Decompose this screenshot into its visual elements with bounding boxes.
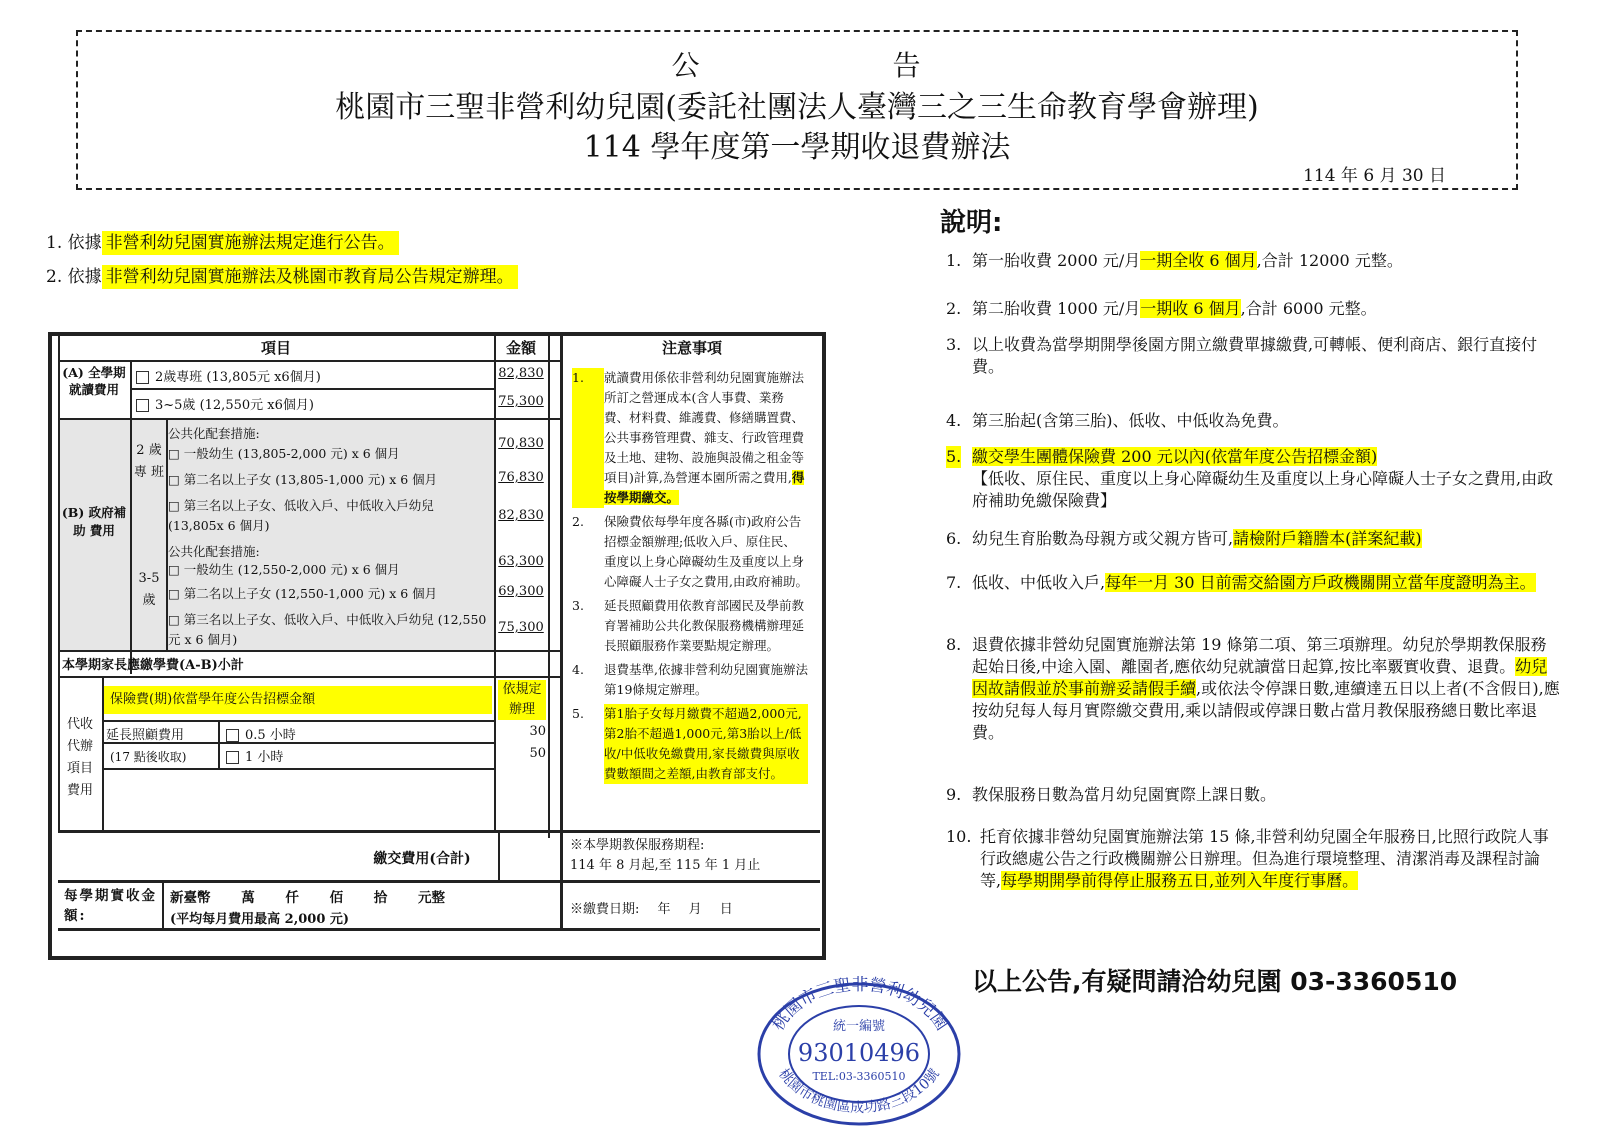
section-b-label: (B) 政府補助 費用 <box>61 505 127 538</box>
announcement-header <box>76 30 1518 190</box>
note-text: 退費基準,依據非營利幼兒園實施辦法第19條規定辦理。 <box>604 662 808 697</box>
total-label: 繳交費用(合計) <box>373 851 471 867</box>
extended-option-one[interactable] <box>226 746 426 765</box>
b-row-second-3to5: □ 第二名以上子女 (12,550-1,000 元) x 6 個月 <box>168 586 438 601</box>
seal-name: 桃園市三聖非營利幼兒園 <box>768 976 952 1035</box>
seal-tel: TEL:03-3360510 <box>812 1070 906 1083</box>
b-amount: 82,830 <box>498 508 544 523</box>
rule-1 <box>46 228 399 253</box>
a-amount-2yr: 82,830 <box>498 366 544 381</box>
seal-number: 93010496 <box>797 1039 921 1067</box>
explain-item-4 <box>946 410 1560 432</box>
explain-item-7 <box>946 572 1560 594</box>
b-amount: 63,300 <box>498 554 544 569</box>
paid-value: 新臺幣 萬 仟 佰 拾 元整 <box>170 890 445 906</box>
extended-amount-one: 50 <box>529 746 546 761</box>
explain-text: 第一胎收費 2000 元/月 <box>972 251 1141 270</box>
explain-text: 第三胎起(含第三胎)、低收、中低收為免費。 <box>972 411 1289 430</box>
rule-highlight: 非營利幼兒園實施辦法規定進行公告。 <box>102 231 399 255</box>
explain-item-9 <box>946 784 1560 806</box>
note-item <box>572 368 808 508</box>
explain-text: 第二胎收費 1000 元/月 <box>972 299 1141 318</box>
explain-item-8 <box>946 634 1560 744</box>
announcement-title: 公 告 <box>671 49 923 82</box>
rule-highlight: 非營利幼兒園實施辦法及桃園市教育局公告規定辦理。 <box>102 265 518 289</box>
note-number: 2. <box>572 514 584 529</box>
b-row-second-2yr: □ 第二名以上子女 (13,805-1,000 元) x 6 個月 <box>168 472 438 487</box>
explain-text: 幼兒生育胎數為母親方或父親方皆可, <box>972 529 1234 548</box>
seal-label: 統一編號 <box>832 1019 886 1034</box>
header-amount: 金額 <box>505 339 536 357</box>
b-amount: 69,300 <box>498 584 544 599</box>
explain-highlight: 一期收 6 個月 <box>1140 299 1241 318</box>
kindergarten-name: 桃園市三聖非營利幼兒園(委託社團法人臺灣三之三生命教育學會辦理) <box>335 90 1259 125</box>
explain-number: 10. <box>946 827 972 846</box>
rule-number: 1. <box>46 233 63 253</box>
explain-highlight: 繳交學生團體保險費 200 元以內(依當年度公告招標金額) <box>972 447 1378 466</box>
service-period <box>570 836 820 876</box>
note-item <box>572 596 808 656</box>
notes-list <box>572 368 808 788</box>
a-row-text: 3~5歲 (12,550元 x6個月) <box>155 398 314 413</box>
explain-text-after: ,合計 6000 元整。 <box>1240 299 1377 318</box>
extended-amount-half: 30 <box>529 724 546 739</box>
service-period-label: ※本學期教保服務期程: <box>570 838 705 853</box>
explain-number: 3. <box>946 335 962 354</box>
rule-prefix: 依據 <box>67 233 102 253</box>
b-intro-3to5: 公共化配套措施: <box>168 544 260 559</box>
explain-text: 低收、中低收入戶, <box>972 573 1106 592</box>
rule-2 <box>46 262 518 287</box>
agency-label: 代收 代辦 項目 費用 <box>66 717 93 798</box>
note-highlight: 得按學期繳交。 <box>604 470 805 505</box>
b-amount: 75,300 <box>498 620 544 635</box>
b-age-3to5: 3-5 歲 <box>138 571 160 608</box>
explain-number: 4. <box>946 411 962 430</box>
insurance-row: 保險費(期)依當學年度公告招標金額 <box>104 686 492 714</box>
explain-text-after: ,合計 12000 元整。 <box>1256 251 1403 270</box>
service-period-value: 114 年 8 月起,至 115 年 1 月止 <box>570 858 761 873</box>
b-age-2yr: 2 歲 專 班 <box>133 443 165 480</box>
explain-text: 教保服務日數為當月幼兒園實際上課日數。 <box>972 785 1277 804</box>
explain-number: 7. <box>946 573 962 592</box>
contact-notice: 以上公告,有疑問請洽幼兒園 03-3360510 <box>972 967 1458 996</box>
b-intro-2yr: 公共化配套措施: <box>168 426 260 441</box>
note-text: 保險費依每學年度各縣(市)政府公告招標金額辦理;低收入戶、原住民、重度以上身心障礙幼生及重度以上身心障礙人士子女之費用,由政府補助。 <box>604 514 808 589</box>
explain-number: 8. <box>946 635 962 654</box>
b-amount: 70,830 <box>498 436 544 451</box>
note-number: 4. <box>572 662 584 677</box>
b-row-general-3to5: □ 一般幼生 (12,550-2,000 元) x 6 個月 <box>168 562 400 577</box>
seal-address: 桃園市桃園區成功路三段10號 <box>775 1066 943 1117</box>
subtotal-label: 本學期家長應繳學費(A-B)小計 <box>62 658 244 673</box>
explain-highlight: 每年一月 30 日前需交給園方戶政機關開立當年度證明為主。 <box>1105 573 1536 592</box>
paid-note: (平均每月費用最高 2,000 元) <box>170 912 350 927</box>
explain-item-6 <box>946 528 1560 550</box>
extended-note: (17 點後收取) <box>110 750 187 764</box>
section-a-label: (A) 全學期 就讀費用 <box>62 365 126 397</box>
explain-text: 退費依據非營幼兒園實施辦法第 19 條第二項、第三項辦理。幼兒於學期教保服務起始日後,中途入園、離園者,應依幼兒就讀當日起算,按比率覈實收費、退費。 <box>972 635 1547 676</box>
explain-text: 以上收費為當學期開學後園方開立繳費單據繳費,可轉帳、便利商店、銀行直接付費。 <box>972 335 1538 376</box>
explain-number: 6. <box>946 529 962 548</box>
b-row-third-2yr: □ 第三名以上子女、低收入戶、中低收入戶幼兒 (13,805x 6 個月) <box>168 498 434 533</box>
extended-label: 延長照顧費用 <box>106 728 185 743</box>
note-text: 延長照顧費用依教育部國民及學前教育署補助公共化教保服務機構辦理延長照顧服務作業要點規定辦理。 <box>604 598 805 653</box>
note-item <box>572 704 808 784</box>
kindergarten-seal <box>754 976 964 1126</box>
a-row-text: 2歲專班 (13,805元 x6個月) <box>155 370 321 385</box>
note-number: 1. <box>572 368 604 508</box>
extended-option-half[interactable] <box>226 724 426 743</box>
b-row-general-2yr: □ 一般幼生 (13,805-2,000 元) x 6 個月 <box>168 446 400 461</box>
header-item: 項目 <box>260 339 291 357</box>
explain-item-10 <box>946 826 1560 892</box>
explain-text-after: ,或依法令停課日數,連續達五日以上者(不含假日),應按幼兒每人每月實際繳交費用,乘以請假或停課日數占當月教保服務總日數比率退費。 <box>972 679 1560 742</box>
note-highlight: 第1胎子女每月繳費不超過2,000元,第2胎不超過1,000元,第3胎以上/低收/中低收免繳費用,家長繳費與原收費數額間之差額,由教育部支付。 <box>604 704 808 784</box>
explain-highlight: 每學期開學前得停止服務五日,並列入年度行事曆。 <box>1001 871 1359 890</box>
announcement-date: 114 年 6 月 30 日 <box>1303 166 1446 186</box>
explain-text: 托育依據非營幼兒園實施辦法第 15 條,非營利幼兒園全年服務日,比照行政院人事行政總處公告之行政機關辦公日辦理。但為進行環境整理、清潔消毒及課程討論等, <box>980 827 1549 890</box>
b-row-third-3to5: □ 第三名以上子女、低收入戶、中低收入戶幼兒 (12,550 元 x 6 個月) <box>168 612 487 647</box>
explain-highlight: 一期全收 6 個月 <box>1140 251 1257 270</box>
explain-number: 9. <box>946 785 962 804</box>
option-label: 1 小時 <box>245 750 284 765</box>
document-subject: 114 學年度第一學期收退費辦法 <box>583 130 1011 165</box>
note-item <box>572 660 808 700</box>
rule-prefix: 依據 <box>67 267 102 287</box>
header-notes: 注意事項 <box>661 339 722 357</box>
a-row-3to5 <box>136 394 492 413</box>
a-row-2yr <box>136 366 492 385</box>
explain-item-1 <box>946 250 1560 272</box>
note-number: 5. <box>572 706 584 721</box>
paid-label: 每學期實收金額: <box>64 888 157 924</box>
note-item <box>572 512 808 592</box>
explanation-title: 說明: <box>940 208 1003 238</box>
explain-number: 1. <box>946 251 962 270</box>
note-text: 就讀費用係依非營利幼兒園實施辦法所訂之營運成本(含人事費、業務費、材料費、維護費、修繕購置費、公共事務管理費、雜支、行政管理費及土地、建物、設施與設備之租金等項目)計算,為營運本園所需之費用, <box>604 370 805 485</box>
explain-item-5 <box>946 446 1560 512</box>
insurance-amount: 依規定辦理 <box>498 680 546 720</box>
explain-item-2 <box>946 298 1560 320</box>
explain-text-after: 【低收、原住民、重度以上身心障礙幼生及重度以上身心障礙人士子女之費用,由政府補助免繳保險費】 <box>972 469 1554 510</box>
explain-number: 2. <box>946 299 962 318</box>
b-amount: 76,830 <box>498 470 544 485</box>
rule-number: 2. <box>46 267 63 287</box>
payment-date: ※繳費日期: 年 月 日 <box>570 902 733 917</box>
fee-table <box>48 332 826 960</box>
note-number: 3. <box>572 598 584 613</box>
explain-highlight: 請檢附戶籍謄本(詳案紀載) <box>1233 529 1422 548</box>
explain-highlight: 幼兒因故請假並於事前辦妥請假手續 <box>972 657 1548 698</box>
a-amount-3to5: 75,300 <box>498 394 544 409</box>
explain-item-3 <box>946 334 1560 378</box>
explain-number: 5. <box>946 447 962 466</box>
option-label: 0.5 小時 <box>245 728 296 743</box>
